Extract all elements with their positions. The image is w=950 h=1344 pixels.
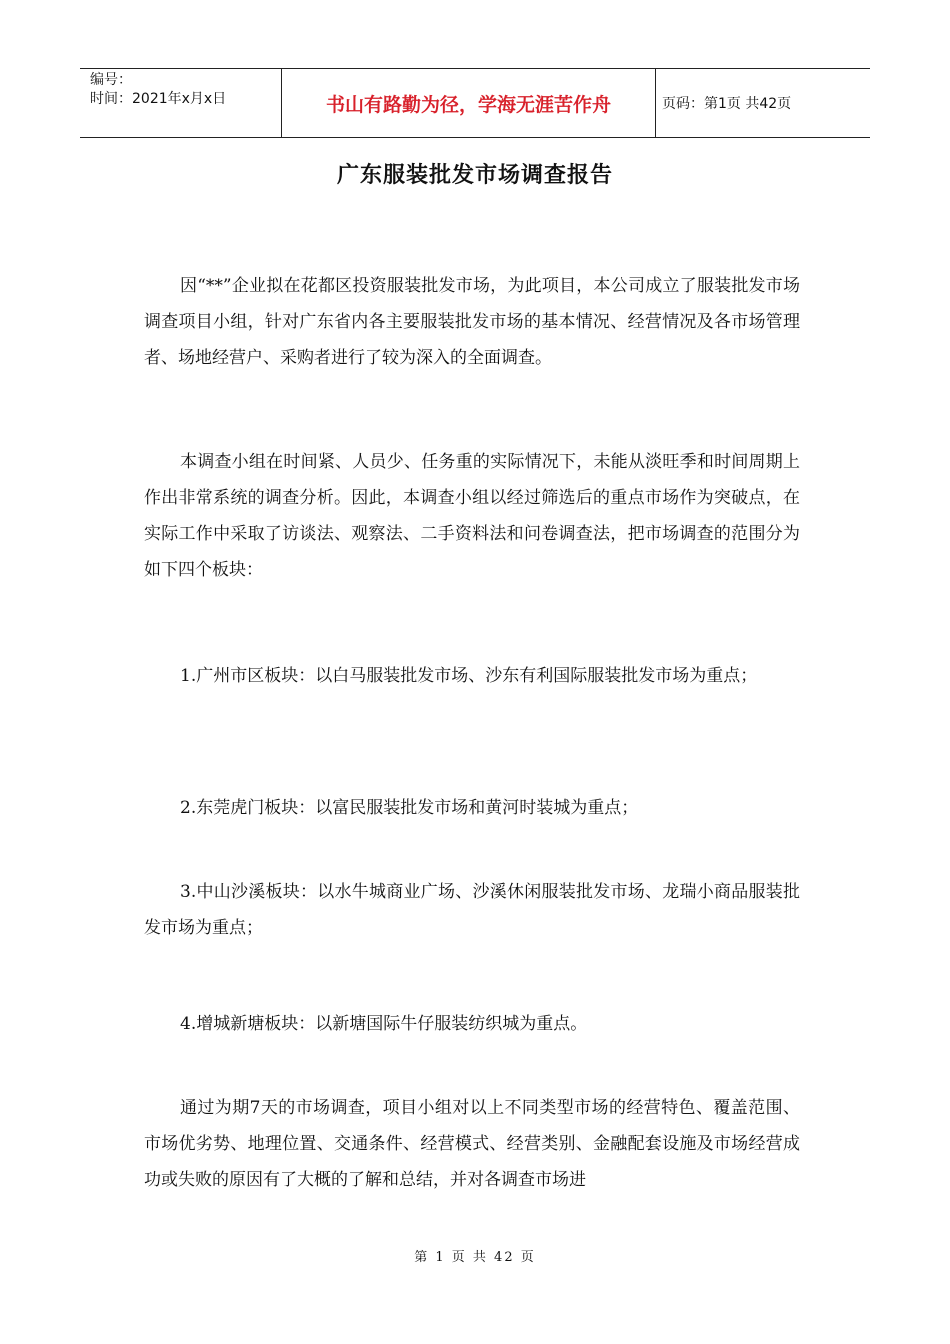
date-label: 时间：2021年x月x日: [90, 91, 227, 107]
paragraph: 2.东莞虎门板块：以富民服装批发市场和黄河时装城为重点；: [180, 798, 639, 818]
paragraph: 3.中山沙溪板块：以水牛城商业广场、沙溪休闲服装批发市场、龙瑞小商品服装批发市场为重点；: [144, 882, 800, 938]
header-table: [80, 68, 870, 138]
serial-number-label: 编号：: [90, 72, 132, 88]
header-motto: 书山有路勤为径，学海无涯苦作舟: [282, 69, 656, 137]
header-meta-cell: [80, 69, 282, 137]
paragraph: 通过为期7天的市场调查，项目小组对以上不同类型市场的经营特色、覆盖范围、市场优劣势、地理位置、交通条件、经营模式、经营类别、金融配套设施及市场经营成功或失败的原因有了大概的了解和总结，并对各调查市场进: [144, 1098, 800, 1190]
document-title: 广东服装批发市场调查报告: [336, 163, 613, 188]
page-footer: 第 1 页 共 42 页: [414, 1250, 536, 1265]
paragraph: 本调查小组在时间紧、人员少、任务重的实际情况下，未能从淡旺季和时间周期上作出非常系统的调查分析。因此，本调查小组以经过筛选后的重点市场作为突破点，在实际工作中采取了访谈法、观察法、二手资料法和问卷调查法，把市场调查的范围分为如下四个板块：: [144, 452, 800, 580]
header-page-info: 页码：第1页 共42页: [662, 96, 792, 112]
paragraph: 4.增城新塘板块：以新塘国际牛仔服装纺织城为重点。: [180, 1014, 588, 1034]
paragraph: 因“**”企业拟在花都区投资服装批发市场，为此项目，本公司成立了服装批发市场调查项目小组，针对广东省内各主要服装批发市场的基本情况、经营情况及各市场管理者、场地经营户、采购者进行了较为深入的全面调查。: [144, 276, 800, 368]
paragraph: 1.广州市区板块：以白马服装批发市场、沙东有利国际服装批发市场为重点；: [180, 666, 758, 686]
